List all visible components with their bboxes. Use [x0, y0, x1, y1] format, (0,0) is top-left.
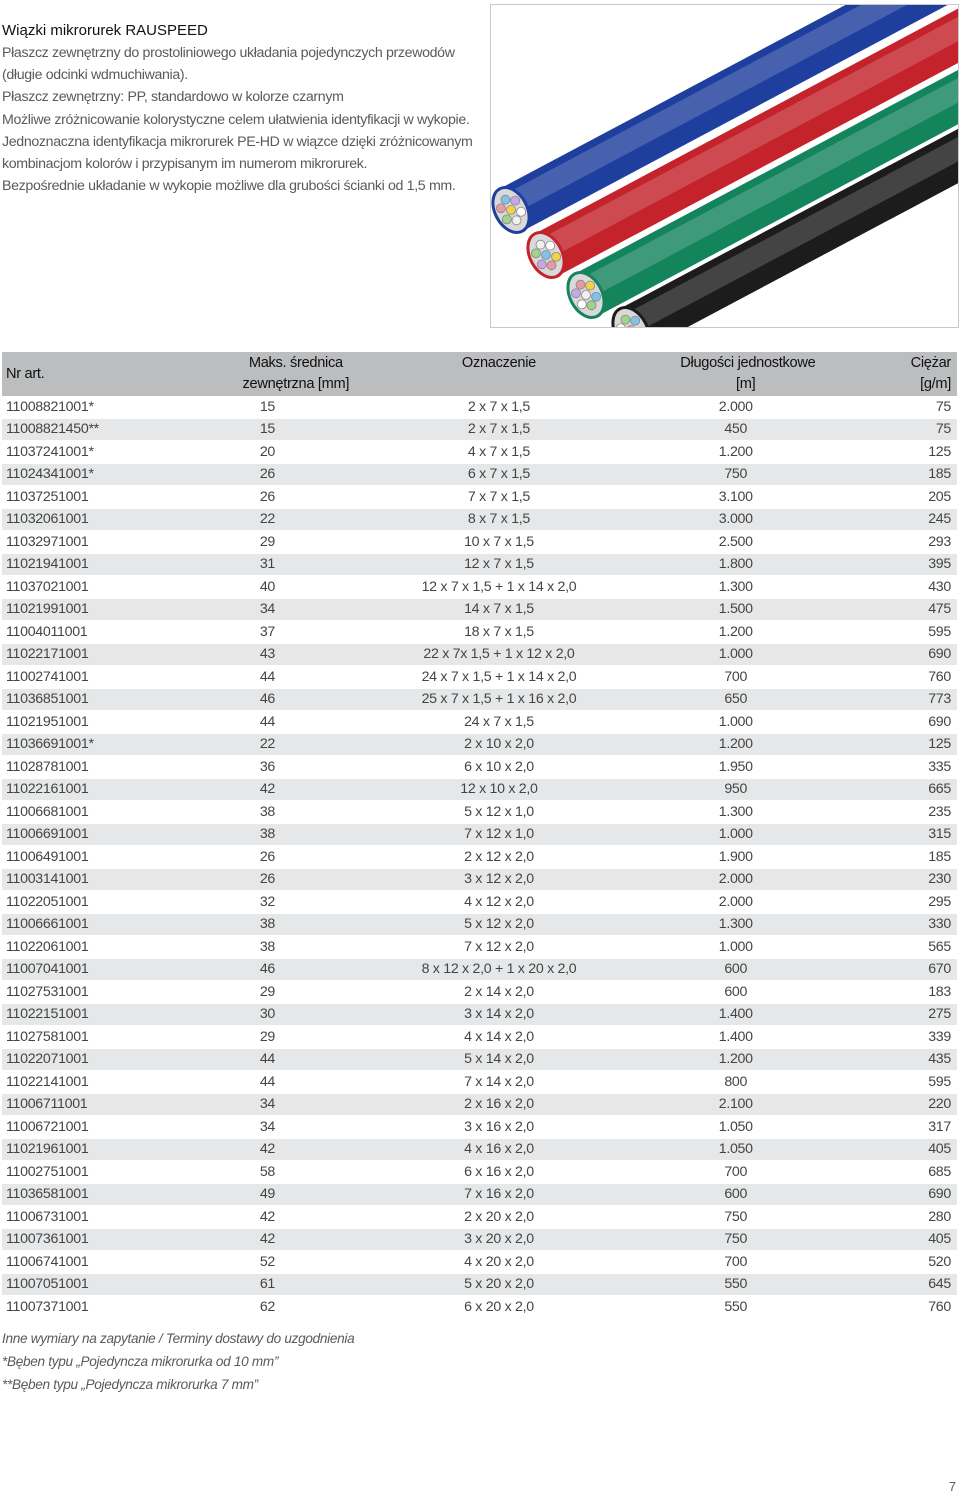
cell-length: 1.950 [626, 756, 845, 779]
cell-designation: 7 x 12 x 1,0 [372, 823, 626, 846]
cell-diameter: 32 [220, 891, 372, 914]
cell-weight: 75 [845, 418, 957, 441]
cell-designation: 7 x 16 x 2,0 [372, 1183, 626, 1206]
cell-weight: 183 [845, 981, 957, 1004]
cell-diameter: 46 [220, 958, 372, 981]
cell-art: 11006731001 [2, 1206, 220, 1229]
cell-weight: 293 [845, 531, 957, 554]
cell-art: 11006721001 [2, 1116, 220, 1139]
cell-diameter: 29 [220, 981, 372, 1004]
microduct-end [577, 300, 586, 309]
cell-diameter: 42 [220, 778, 372, 801]
microduct-end [576, 280, 585, 289]
cell-weight: 435 [845, 1048, 957, 1071]
cell-weight: 595 [845, 621, 957, 644]
cell-designation: 2 x 20 x 2,0 [372, 1206, 626, 1229]
cell-diameter: 52 [220, 1251, 372, 1274]
cell-designation: 2 x 10 x 2,0 [372, 733, 626, 756]
table-header-row [2, 352, 957, 396]
cell-designation: 4 x 12 x 2,0 [372, 891, 626, 914]
cell-designation: 12 x 7 x 1,5 [372, 553, 626, 576]
cell-diameter: 40 [220, 576, 372, 599]
cell-diameter: 15 [220, 418, 372, 441]
cell-art: 11036581001 [2, 1183, 220, 1206]
table-row [2, 981, 957, 1004]
microduct-end [582, 291, 591, 300]
table-row [2, 1048, 957, 1071]
cell-weight: 339 [845, 1026, 957, 1049]
cell-art: 11032061001 [2, 508, 220, 531]
cell-designation: 8 x 12 x 2,0 + 1 x 20 x 2,0 [372, 958, 626, 981]
cell-length: 750 [626, 463, 845, 486]
cell-length: 950 [626, 778, 845, 801]
cell-weight: 395 [845, 553, 957, 576]
table-row [2, 1228, 957, 1251]
cell-length: 550 [626, 1296, 845, 1319]
cell-art: 11024341001* [2, 463, 220, 486]
cell-art: 11022171001 [2, 643, 220, 666]
cell-art: 11002751001 [2, 1161, 220, 1184]
cell-weight: 185 [845, 846, 957, 869]
table-row [2, 1183, 957, 1206]
cell-diameter: 34 [220, 598, 372, 621]
cell-diameter: 22 [220, 733, 372, 756]
microduct-end [586, 281, 595, 290]
cell-length: 2.000 [626, 868, 845, 891]
cell-length: 2.000 [626, 891, 845, 914]
cell-art: 11006711001 [2, 1093, 220, 1116]
cell-art: 11037241001* [2, 441, 220, 464]
microduct-end [547, 261, 556, 270]
table-row [2, 778, 957, 801]
microduct-end [621, 315, 630, 324]
microduct-end [587, 301, 596, 310]
cell-art: 11027531001 [2, 981, 220, 1004]
cell-length: 1.000 [626, 936, 845, 959]
cell-art: 11022151001 [2, 1003, 220, 1026]
cell-diameter: 29 [220, 531, 372, 554]
microduct-end [631, 316, 640, 325]
product-table [2, 352, 957, 1319]
cell-weight: 595 [845, 1071, 957, 1094]
footnotes [2, 1327, 602, 1396]
microduct-end [501, 195, 510, 204]
cell-length: 1.300 [626, 801, 845, 824]
cell-designation: 25 x 7 x 1,5 + 1 x 16 x 2,0 [372, 688, 626, 711]
cell-art: 11021951001 [2, 711, 220, 734]
cell-designation: 10 x 7 x 1,5 [372, 531, 626, 554]
footnote: **Bęben typu „Pojedyncza mikrorurka 7 mm” [2, 1377, 258, 1392]
table-row [2, 396, 957, 418]
cell-designation: 3 x 20 x 2,0 [372, 1228, 626, 1251]
cell-art: 11021941001 [2, 553, 220, 576]
footnote: Inne wymiary na zapytanie / Terminy dostawy do uzgodnienia [2, 1331, 355, 1346]
cell-weight: 430 [845, 576, 957, 599]
cell-diameter: 26 [220, 486, 372, 509]
microduct-end [592, 292, 601, 301]
table-row [2, 643, 957, 666]
cell-designation: 4 x 7 x 1,5 [372, 441, 626, 464]
cell-weight: 330 [845, 913, 957, 936]
table-row [2, 531, 957, 554]
microduct-end [537, 260, 546, 269]
cell-weight: 690 [845, 1183, 957, 1206]
cell-length: 550 [626, 1273, 845, 1296]
table-row [2, 1003, 957, 1026]
cell-diameter: 20 [220, 441, 372, 464]
cell-weight: 520 [845, 1251, 957, 1274]
microduct-end [511, 196, 520, 205]
cell-length: 3.100 [626, 486, 845, 509]
cell-designation: 12 x 10 x 2,0 [372, 778, 626, 801]
table-row [2, 598, 957, 621]
table-row [2, 1071, 957, 1094]
header-diameter: Maks. średnica zewnętrzna [mm] [220, 352, 372, 396]
cell-designation: 2 x 16 x 2,0 [372, 1093, 626, 1116]
microduct-end [531, 249, 540, 258]
cell-weight: 245 [845, 508, 957, 531]
cell-weight: 665 [845, 778, 957, 801]
table-row [2, 1138, 957, 1161]
cell-designation: 3 x 12 x 2,0 [372, 868, 626, 891]
cell-art: 11022061001 [2, 936, 220, 959]
microduct-bundles-image [491, 5, 958, 327]
table-row [2, 913, 957, 936]
cell-art: 11022051001 [2, 891, 220, 914]
cell-length: 1.900 [626, 846, 845, 869]
cell-designation: 5 x 20 x 2,0 [372, 1273, 626, 1296]
page-title: Wiązki mikrorurek RAUSPEED [2, 22, 208, 39]
cell-diameter: 44 [220, 1071, 372, 1094]
microduct-end [517, 207, 526, 216]
cell-designation: 7 x 12 x 2,0 [372, 936, 626, 959]
cell-diameter: 42 [220, 1206, 372, 1229]
intro-line: Bezpośrednie układanie w wykopie możliwe dla grubości ścianki od 1,5 mm. [2, 178, 456, 195]
cell-length: 600 [626, 981, 845, 1004]
footnote: *Bęben typu „Pojedyncza mikrorurka od 10 mm” [2, 1354, 279, 1369]
cell-designation: 6 x 16 x 2,0 [372, 1161, 626, 1184]
cell-designation: 2 x 12 x 2,0 [372, 846, 626, 869]
cell-art: 11007371001 [2, 1296, 220, 1319]
cell-art: 11006691001 [2, 823, 220, 846]
cell-length: 1.000 [626, 823, 845, 846]
cell-art: 11008821001* [2, 396, 220, 418]
cell-length: 700 [626, 1161, 845, 1184]
cell-designation: 5 x 14 x 2,0 [372, 1048, 626, 1071]
cell-length: 750 [626, 1206, 845, 1229]
cell-art: 11022141001 [2, 1071, 220, 1094]
table-row [2, 576, 957, 599]
cell-art: 11007361001 [2, 1228, 220, 1251]
cell-length: 2.000 [626, 396, 845, 418]
table-row [2, 958, 957, 981]
cell-length: 3.000 [626, 508, 845, 531]
cell-art: 11022071001 [2, 1048, 220, 1071]
cell-length: 2.100 [626, 1093, 845, 1116]
cell-weight: 220 [845, 1093, 957, 1116]
cell-weight: 645 [845, 1273, 957, 1296]
microduct-end [507, 206, 516, 215]
cell-weight: 335 [845, 756, 957, 779]
cell-diameter: 34 [220, 1093, 372, 1116]
cell-weight: 773 [845, 688, 957, 711]
intro-line: Płaszcz zewnętrzny do prostoliniowego układania pojedynczych przewodów [2, 45, 455, 61]
table-row [2, 756, 957, 779]
cell-length: 1.200 [626, 1048, 845, 1071]
microduct-end [496, 204, 505, 213]
cell-art: 11006681001 [2, 801, 220, 824]
cell-length: 450 [626, 418, 845, 441]
cell-designation: 6 x 20 x 2,0 [372, 1296, 626, 1319]
intro-line: kombinacjom kolorów i przypisanym im numerom mikrorurek. [2, 156, 368, 173]
cell-diameter: 29 [220, 1026, 372, 1049]
cell-art: 11037021001 [2, 576, 220, 599]
cell-diameter: 31 [220, 553, 372, 576]
cell-weight: 315 [845, 823, 957, 846]
table-row [2, 846, 957, 869]
table-row [2, 823, 957, 846]
cell-designation: 12 x 7 x 1,5 + 1 x 14 x 2,0 [372, 576, 626, 599]
cell-weight: 125 [845, 441, 957, 464]
cell-weight: 295 [845, 891, 957, 914]
cell-length: 1.300 [626, 913, 845, 936]
cell-art: 11007051001 [2, 1273, 220, 1296]
cell-art: 11027581001 [2, 1026, 220, 1049]
cell-weight: 230 [845, 868, 957, 891]
cell-diameter: 34 [220, 1116, 372, 1139]
cell-designation: 3 x 16 x 2,0 [372, 1116, 626, 1139]
cell-length: 1.400 [626, 1003, 845, 1026]
cell-diameter: 38 [220, 913, 372, 936]
microduct-end [542, 251, 551, 260]
table-row [2, 1093, 957, 1116]
cell-designation: 24 x 7 x 1,5 [372, 711, 626, 734]
table-row [2, 553, 957, 576]
cell-weight: 125 [845, 733, 957, 756]
cell-diameter: 36 [220, 756, 372, 779]
intro-line: Możliwe zróżnicowanie kolorystyczne celem ułatwienia identyfikacji w wykopie. [2, 111, 470, 128]
table-row [2, 868, 957, 891]
table-row [2, 508, 957, 531]
table-row [2, 1161, 957, 1184]
cell-diameter: 22 [220, 508, 372, 531]
header-art: Nr art. [2, 352, 220, 396]
cell-designation: 2 x 7 x 1,5 [372, 418, 626, 441]
cell-diameter: 38 [220, 823, 372, 846]
cell-art: 11021991001 [2, 598, 220, 621]
cell-art: 11028781001 [2, 756, 220, 779]
cell-weight: 185 [845, 463, 957, 486]
table-body [2, 396, 957, 1318]
cell-length: 750 [626, 1228, 845, 1251]
cell-diameter: 38 [220, 936, 372, 959]
header-weight: Ciężar [g/m] [845, 352, 957, 396]
cell-diameter: 15 [220, 396, 372, 418]
microduct-end [546, 241, 555, 250]
cell-weight: 275 [845, 1003, 957, 1026]
cell-designation: 4 x 20 x 2,0 [372, 1251, 626, 1274]
cell-weight: 760 [845, 666, 957, 689]
cell-diameter: 44 [220, 666, 372, 689]
cell-designation: 3 x 14 x 2,0 [372, 1003, 626, 1026]
cell-designation: 8 x 7 x 1,5 [372, 508, 626, 531]
cell-designation: 5 x 12 x 1,0 [372, 801, 626, 824]
cell-length: 1.000 [626, 711, 845, 734]
cell-diameter: 62 [220, 1296, 372, 1319]
cell-designation: 24 x 7 x 1,5 + 1 x 14 x 2,0 [372, 666, 626, 689]
cell-length: 600 [626, 958, 845, 981]
cell-designation: 2 x 14 x 2,0 [372, 981, 626, 1004]
cell-length: 700 [626, 666, 845, 689]
cell-length: 1.200 [626, 733, 845, 756]
cell-length: 700 [626, 1251, 845, 1274]
cell-weight: 235 [845, 801, 957, 824]
cell-designation: 18 x 7 x 1,5 [372, 621, 626, 644]
cell-designation: 2 x 7 x 1,5 [372, 396, 626, 418]
table-row [2, 711, 957, 734]
table-row [2, 486, 957, 509]
cell-length: 1.050 [626, 1138, 845, 1161]
cell-length: 1.400 [626, 1026, 845, 1049]
product-photo [490, 4, 959, 328]
cell-diameter: 26 [220, 463, 372, 486]
intro-line: Płaszcz zewnętrzny: PP, standardowo w kolorze czarnym [2, 89, 344, 106]
cell-designation: 4 x 16 x 2,0 [372, 1138, 626, 1161]
cell-art: 11036851001 [2, 688, 220, 711]
cell-length: 800 [626, 1071, 845, 1094]
cell-weight: 280 [845, 1206, 957, 1229]
cell-length: 2.500 [626, 531, 845, 554]
cell-diameter: 30 [220, 1003, 372, 1026]
page-number: 7 [948, 1479, 956, 1494]
table-row [2, 418, 957, 441]
table-row [2, 1273, 957, 1296]
cell-diameter: 49 [220, 1183, 372, 1206]
cell-diameter: 38 [220, 801, 372, 824]
header-designation: Oznaczenie [372, 352, 626, 396]
table-row [2, 1251, 957, 1274]
microduct-end [502, 215, 511, 224]
microduct-end [552, 252, 561, 261]
cell-diameter: 46 [220, 688, 372, 711]
cell-length: 600 [626, 1183, 845, 1206]
table-row [2, 441, 957, 464]
cell-length: 1.500 [626, 598, 845, 621]
cell-designation: 14 x 7 x 1,5 [372, 598, 626, 621]
cell-designation: 5 x 12 x 2,0 [372, 913, 626, 936]
table-row [2, 733, 957, 756]
cell-art: 11006661001 [2, 913, 220, 936]
cell-diameter: 37 [220, 621, 372, 644]
cell-art: 11006491001 [2, 846, 220, 869]
cell-diameter: 44 [220, 1048, 372, 1071]
cell-diameter: 26 [220, 846, 372, 869]
cell-weight: 405 [845, 1138, 957, 1161]
cell-length: 1.000 [626, 643, 845, 666]
cell-diameter: 58 [220, 1161, 372, 1184]
table-row [2, 666, 957, 689]
intro-line: (długie odcinki wdmuchiwania). [2, 67, 188, 84]
table-row [2, 1116, 957, 1139]
cell-weight: 75 [845, 396, 957, 418]
table-row [2, 688, 957, 711]
table-row [2, 801, 957, 824]
table-row [2, 621, 957, 644]
cell-length: 1.800 [626, 553, 845, 576]
cell-weight: 205 [845, 486, 957, 509]
cell-weight: 317 [845, 1116, 957, 1139]
cell-diameter: 44 [220, 711, 372, 734]
cell-weight: 685 [845, 1161, 957, 1184]
cell-length: 1.300 [626, 576, 845, 599]
cell-art: 11003141001 [2, 868, 220, 891]
table-row [2, 1026, 957, 1049]
cell-designation: 7 x 7 x 1,5 [372, 486, 626, 509]
microduct-end [512, 216, 521, 225]
cell-diameter: 61 [220, 1273, 372, 1296]
table-row [2, 936, 957, 959]
table-row [2, 1206, 957, 1229]
cell-art: 11036691001* [2, 733, 220, 756]
cell-length: 1.200 [626, 621, 845, 644]
cell-designation: 6 x 10 x 2,0 [372, 756, 626, 779]
cell-art: 11002741001 [2, 666, 220, 689]
cell-diameter: 42 [220, 1228, 372, 1251]
cell-diameter: 43 [220, 643, 372, 666]
cell-art: 11037251001 [2, 486, 220, 509]
header-length: Długości jednostkowe [m] [626, 352, 845, 396]
cell-weight: 670 [845, 958, 957, 981]
cell-art: 11006741001 [2, 1251, 220, 1274]
intro-section [2, 20, 480, 197]
cell-weight: 690 [845, 711, 957, 734]
cell-length: 1.050 [626, 1116, 845, 1139]
cell-weight: 760 [845, 1296, 957, 1319]
table-row [2, 1296, 957, 1319]
cell-art: 11008821450** [2, 418, 220, 441]
cell-weight: 405 [845, 1228, 957, 1251]
intro-line: Jednoznaczna identyfikacja mikrorurek PE-HD w wiązce dzięki zróżnicowanym [2, 133, 473, 150]
cell-diameter: 42 [220, 1138, 372, 1161]
cell-diameter: 26 [220, 868, 372, 891]
microduct-end [536, 240, 545, 249]
cell-length: 1.200 [626, 441, 845, 464]
table-row [2, 463, 957, 486]
cell-designation: 4 x 14 x 2,0 [372, 1026, 626, 1049]
cell-art: 11007041001 [2, 958, 220, 981]
cell-art: 11022161001 [2, 778, 220, 801]
cell-length: 650 [626, 688, 845, 711]
cell-weight: 475 [845, 598, 957, 621]
cell-art: 11032971001 [2, 531, 220, 554]
cell-designation: 6 x 7 x 1,5 [372, 463, 626, 486]
cell-designation: 22 x 7x 1,5 + 1 x 12 x 2,0 [372, 643, 626, 666]
cell-weight: 565 [845, 936, 957, 959]
cell-art: 11004011001 [2, 621, 220, 644]
cell-art: 11021961001 [2, 1138, 220, 1161]
table-row [2, 891, 957, 914]
cell-designation: 7 x 14 x 2,0 [372, 1071, 626, 1094]
microduct-end [571, 289, 580, 298]
cell-weight: 690 [845, 643, 957, 666]
